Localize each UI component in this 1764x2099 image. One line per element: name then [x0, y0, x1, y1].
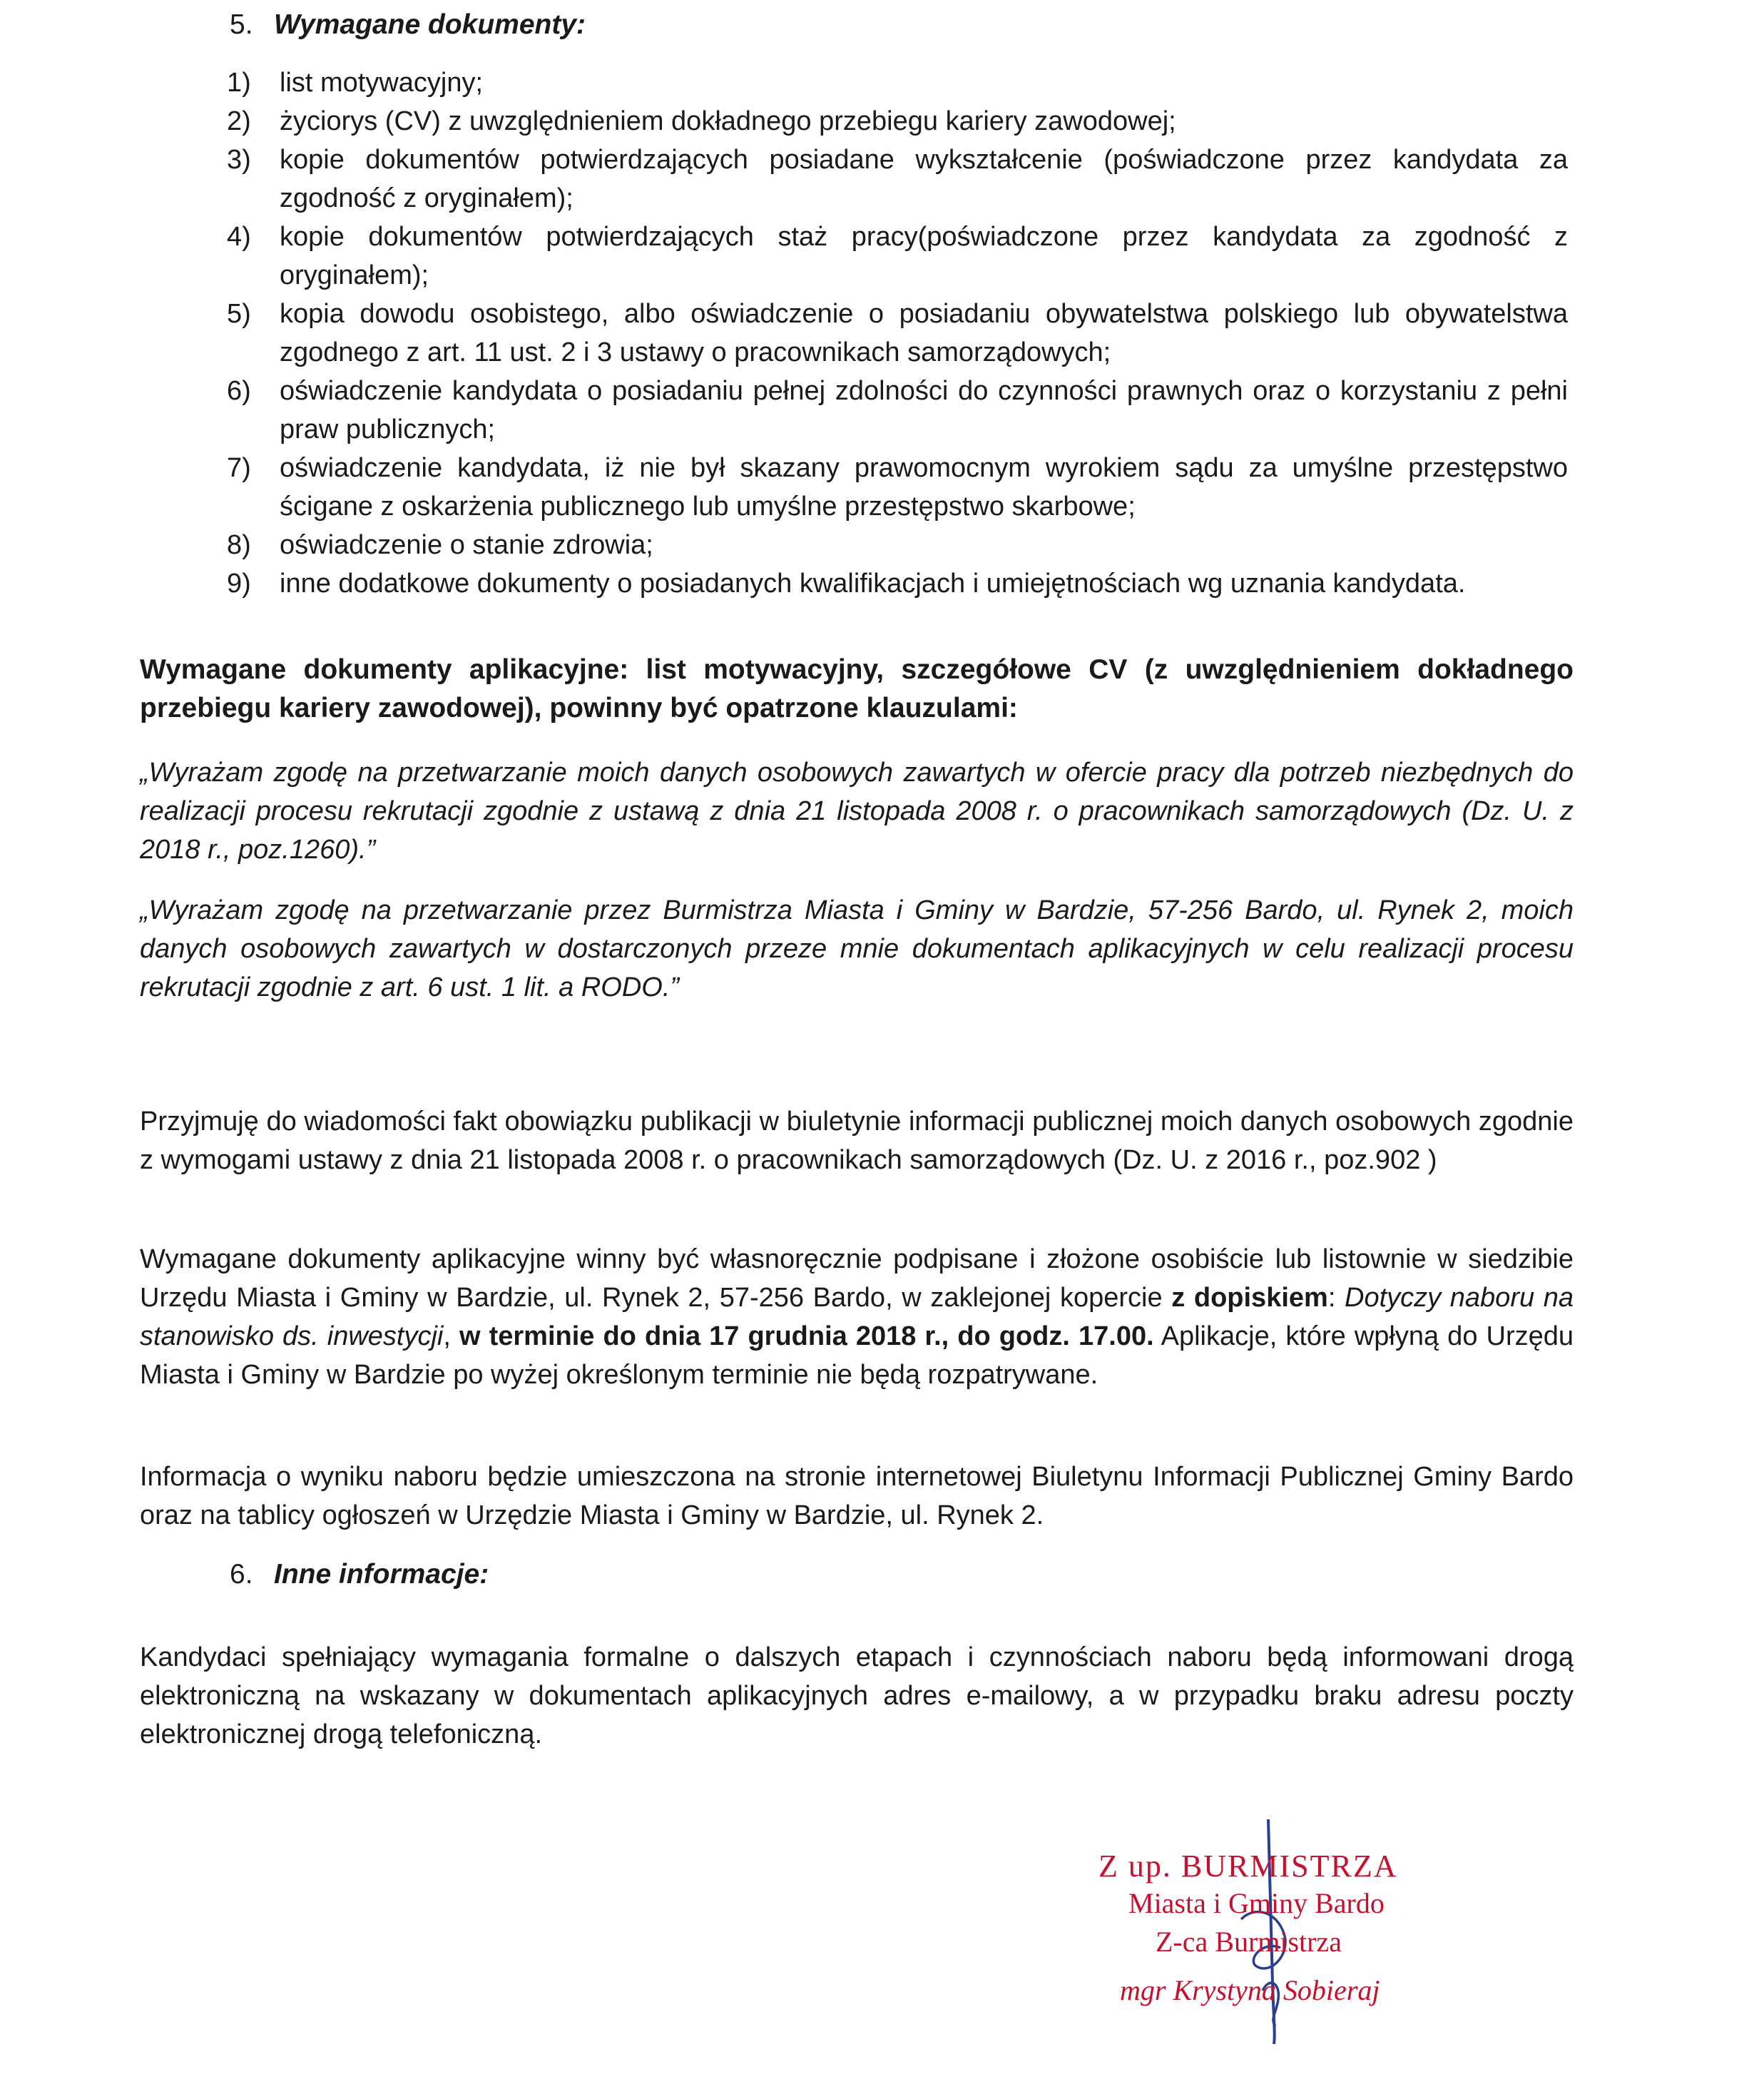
document-list-item [227, 372, 1568, 449]
official-stamp [1084, 1848, 1455, 2033]
list-item-text: życiorys (CV) z uwzględnieniem dokładnego przebiegu kariery zawodowej; [280, 106, 1176, 136]
section-number: 5. [230, 9, 253, 40]
list-item-number: 8) [227, 530, 251, 560]
submission-text: Wymagane dokumenty aplikacyjne winny być własnoręcznie podpisane i złożone osobiście lub listownie w siedzibie Urzędu Miasta i Gminy w Bardzie, ul. Rynek 2, 57-256 Bardo, w zaklejonej kopercie [140, 1244, 1574, 1313]
list-item-text: inne dodatkowe dokumenty o posiadanych kwalifikacjach i umiejętnościach wg uznania kandydata. [280, 569, 1466, 599]
submission-colon: : [1327, 1283, 1345, 1313]
list-item-number: 3) [227, 145, 251, 175]
stamp-line-2: Miasta i Gminy Bardo [1128, 1887, 1385, 1919]
list-item-text: oświadczenie kandydata, iż nie był skazany prawomocnym wyrokiem sądu za umyślne przestępstwo ścigane z oskarżenia publicznego lub umyślne przestępstwo skarbowe; [280, 453, 1568, 522]
stamp-line-3: Z-ca Burmistrza [1156, 1926, 1342, 1958]
submission-deadline: w terminie do dnia 17 grudnia 2018 r., do godz. 17.00. [459, 1321, 1154, 1351]
list-item-number: 9) [227, 569, 251, 599]
consent-clause-1: „Wyrażam zgodę na przetwarzanie moich danych osobowych zawartych w ofercie pracy dla potrzeb niezbędnych do realizacji procesu rekrutacji zgodnie z ustawą z dnia 21 listopada 2008 r. o pracownikach samorządowych (Dz. U. z 2018 r., poz.1260).” [140, 758, 1574, 865]
stamp-line-1: Z up. BURMISTRZA [1098, 1849, 1398, 1884]
submission-late-note: Aplikacje, które wpłyną do Urzędu Miasta i Gminy w Bardzie po wyżej określonym terminie nie będą rozpatrywane. [140, 1321, 1574, 1390]
list-item-text: oświadczenie o stanie zdrowia; [280, 530, 653, 560]
section-6-heading [230, 1555, 489, 1594]
section-number: 6. [230, 1559, 253, 1590]
submission-comma: , [443, 1321, 459, 1351]
clauses-intro: Wymagane dokumenty aplikacyjne: list motywacyjny, szczegółowe CV (z uwzględnieniem dokładnego przebiegu kariery zawodowej), powinny być opatrzone klauzulami: [140, 654, 1574, 723]
document-list-item [227, 141, 1568, 218]
list-item-text: oświadczenie kandydata o posiadaniu pełnej zdolności do czynności prawnych oraz o korzystaniu z pełni praw publicznych; [280, 376, 1568, 444]
list-item-number: 7) [227, 453, 251, 483]
list-item-text: kopie dokumentów potwierdzających posiadane wykształcenie (poświadczone przez kandydata za zgodność z oryginałem); [280, 145, 1568, 213]
list-item-number: 4) [227, 222, 251, 252]
list-item-number: 2) [227, 106, 251, 136]
required-documents-list [227, 63, 1568, 603]
list-item-number: 6) [227, 376, 251, 406]
list-item-number: 1) [227, 68, 251, 98]
list-item-text: list motywacyjny; [280, 68, 484, 98]
stamp-line-4: mgr Krystyna Sobieraj [1120, 1974, 1380, 2006]
document-list-item [227, 449, 1568, 526]
list-item-number: 5) [227, 299, 251, 329]
section-title: Inne informacje: [274, 1559, 489, 1590]
section-title: Wymagane dokumenty: [274, 9, 586, 40]
submission-annotation-text: Dotyczy naboru na stanowisko ds. inwestycji [140, 1283, 1574, 1351]
result-info: Informacja o wyniku naboru będzie umieszczona na stronie internetowej Biuletynu Informacji Publicznej Gminy Bardo oraz na tablicy ogłoszeń w Urzędzie Miasta i Gminy w Bardzie, ul. Rynek 2. [140, 1462, 1574, 1530]
document-list-item [227, 102, 1568, 141]
section-5-heading [230, 6, 586, 44]
document-list-item [227, 526, 1568, 564]
submission-annotation-label: z dopiskiem [1171, 1283, 1328, 1313]
consent-clause-2: „Wyrażam zgodę na przetwarzanie przez Burmistrza Miasta i Gminy w Bardzie, 57-256 Bardo, ul. Rynek 2, moich danych osobowych zawartych w dostarczonych przeze mnie dokumentach aplikacyjnych w celu realizacji procesu rekrutacji zgodnie z art. 6 ust. 1 lit. a RODO.” [140, 895, 1574, 1002]
list-item-text: kopie dokumentów potwierdzających staż pracy(poświadczone przez kandydata za zgodność z oryginałem); [280, 222, 1568, 290]
list-item-text: kopia dowodu osobistego, albo oświadczenie o posiadaniu obywatelstwa polskiego lub obywatelstwa zgodnego z art. 11 ust. 2 i 3 ustawy o pracownikach samorządowych; [280, 299, 1568, 367]
publication-note: Przyjmuję do wiadomości fakt obowiązku publikacji w biuletynie informacji publicznej moich danych osobowych zgodnie z wymogami ustawy z dnia 21 listopada 2008 r. o pracownikach samorządowych (Dz. U. z 2016 r., poz.902 ) [140, 1107, 1574, 1175]
document-list-item [227, 218, 1568, 295]
other-info: Kandydaci spełniający wymagania formalne o dalszych etapach i czynnościach naboru będą informowani drogą elektroniczną na wskazany w dokumentach aplikacyjnych adres e-mailowy, a w przypadku braku adresu poczty elektronicznej drogą telefoniczną. [140, 1642, 1574, 1749]
submission-instructions [140, 1240, 1574, 1394]
document-list-item [227, 564, 1568, 603]
document-list-item [227, 63, 1568, 102]
document-list-item [227, 295, 1568, 372]
